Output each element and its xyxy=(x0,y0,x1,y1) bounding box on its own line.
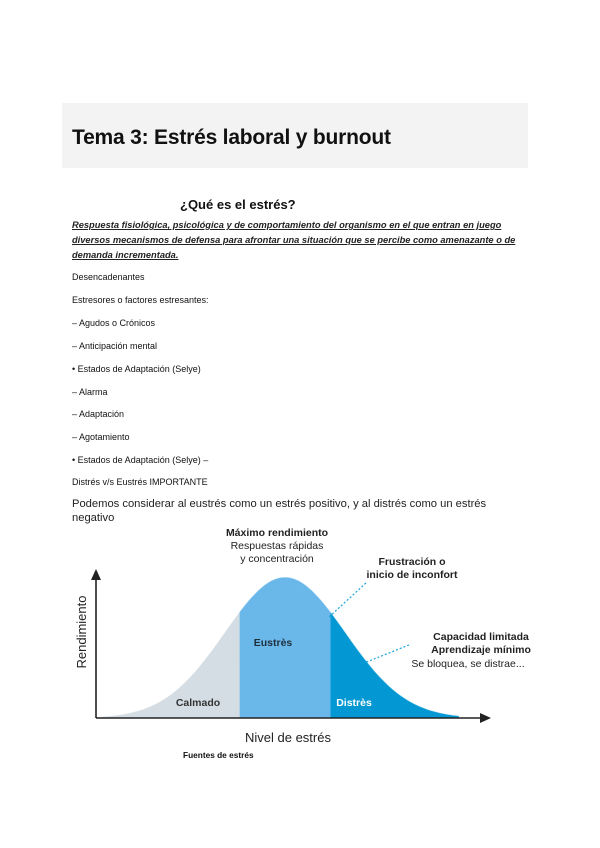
note-line: – Alarma xyxy=(72,387,108,397)
peak-annotation-detail: y concentración xyxy=(240,553,314,565)
limited-annotation: Capacidad limitada xyxy=(433,631,529,643)
stress-performance-chart xyxy=(66,520,531,752)
discomfort-annotation: Frustración o xyxy=(378,556,446,568)
region-label-calmado: Calmado xyxy=(175,697,221,709)
note-line: • Estados de Adaptación (Selye) xyxy=(72,364,201,374)
note-line: – Adaptación xyxy=(72,409,125,419)
region-label-distres: Distrès xyxy=(336,697,372,709)
peak-annotation-detail: Respuestas rápidas xyxy=(230,540,324,552)
note-line: Desencadenantes xyxy=(72,272,145,282)
limited-annotation: Se bloquea, se distrae... xyxy=(411,658,525,670)
x-axis-label: Nivel de estrés xyxy=(245,730,331,745)
note-line: Distrés v/s Eustrés IMPORTANTE xyxy=(72,477,208,487)
discomfort-leader-line xyxy=(329,583,366,617)
region-label-eustres: Eustrès xyxy=(253,637,293,649)
limited-leader-line xyxy=(364,645,409,663)
eustress-paragraph: Podemos considerar al eustrés como un estrés positivo, y al distrés como un estrés negativo xyxy=(72,498,487,524)
note-line: Estresores o factores estresantes: xyxy=(72,295,209,305)
discomfort-annotation: inicio de inconfort xyxy=(366,569,458,581)
note-line: – Agotamiento xyxy=(72,432,130,442)
peak-annotation-heading: Máximo rendimiento xyxy=(225,527,329,539)
page-title: Tema 3: Estrés laboral y burnout xyxy=(72,126,391,149)
y-axis-label: Rendimiento xyxy=(74,595,89,669)
stress-definition: Respuesta fisiológica, psicológica y de comportamiento del organismo en el que entran en juego diversos mecanismos de defensa para afrontar una situación que se percibe como amenazante o de demanda incrementada. xyxy=(72,220,516,260)
note-line: – Anticipación mental xyxy=(72,341,158,351)
section-subtitle: ¿Qué es el estrés? xyxy=(180,197,296,212)
limited-annotation: Aprendizaje mínimo xyxy=(431,644,531,656)
note-line: – Agudos o Crónicos xyxy=(72,318,156,328)
note-line: • Estados de Adaptación (Selye) – xyxy=(72,455,209,465)
y-axis-arrow xyxy=(91,569,101,580)
x-axis-arrow xyxy=(480,713,491,723)
figure-caption: Fuentes de estrés xyxy=(183,750,254,760)
